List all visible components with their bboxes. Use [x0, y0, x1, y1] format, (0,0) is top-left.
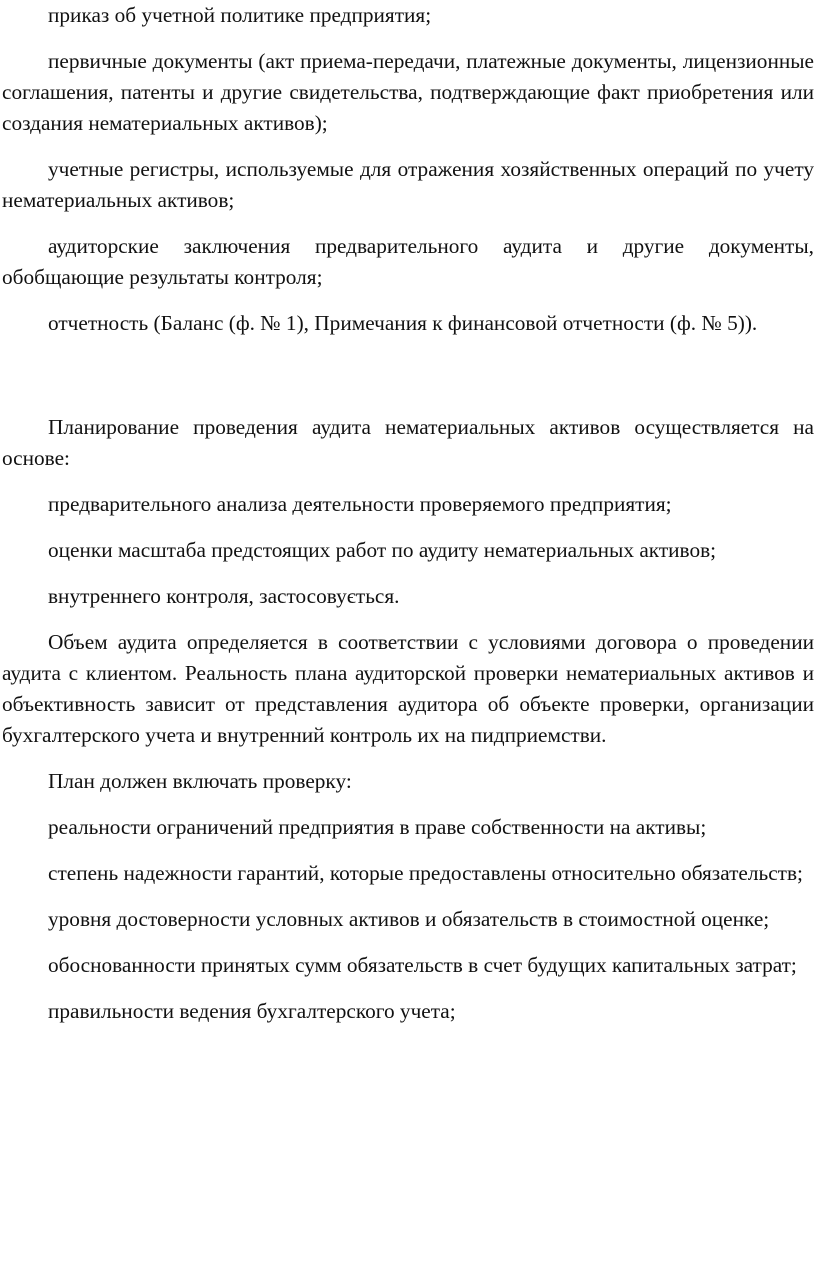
paragraph-primary-documents: первичные документы (акт приема-передачи, платежные документы, лицензионные соглашения, патенты и другие свидетельства, подтверждающие факт приобретения или создания нематериальных активов);: [2, 49, 814, 135]
paragraph-guarantees-reliability: степень надежности гарантий, которые предоставлены относительно обязательств;: [48, 861, 803, 885]
paragraph-internal-control: внутреннего контроля, застосовується.: [48, 584, 400, 608]
paragraph-conditional-assets: уровня достоверности условных активов и обязательств в стоимостной оценке;: [48, 907, 770, 931]
paragraph-audit-conclusions: аудиторские заключения предварительного аудита и другие документы, обобщающие результаты контроля;: [2, 234, 814, 289]
section-gap: [2, 354, 814, 412]
paragraph-plan-includes: План должен включать проверку:: [48, 769, 352, 793]
paragraph-reporting: отчетность (Баланс (ф. № 1), Примечания к финансовой отчетности (ф. № 5)).: [48, 311, 758, 335]
paragraph-accounting-registers: учетные регистры, используемые для отражения хозяйственных операций по учету нематериальных активов;: [2, 157, 814, 212]
paragraph-bookkeeping: правильности ведения бухгалтерского учета;: [48, 999, 456, 1023]
paragraph-ownership-restrictions: реальности ограничений предприятия в праве собственности на активы;: [48, 815, 707, 839]
paragraph-audit-volume: Объем аудита определяется в соответствии с условиями договора о проведении аудита с клиентом. Реальность плана аудиторской проверки нематериальных активов и объективность зависит от представления аудитора об объекте проверки, организации бухгалтерского учета и внутренний контроль их на пидприемстви.: [2, 630, 814, 747]
paragraph-preliminary-analysis: предварительного анализа деятельности проверяемого предприятия;: [48, 492, 672, 516]
paragraph-capital-expenditures: обоснованности принятых сумм обязательств в счет будущих капитальных затрат;: [48, 953, 797, 977]
paragraph-audit-planning: Планирование проведения аудита нематериальных активов осуществляется на основе:: [2, 415, 814, 470]
paragraph-scope-assessment: оценки масштаба предстоящих работ по аудиту нематериальных активов;: [48, 538, 717, 562]
paragraph-accounting-policy-order: приказ об учетной политике предприятия;: [48, 3, 432, 27]
